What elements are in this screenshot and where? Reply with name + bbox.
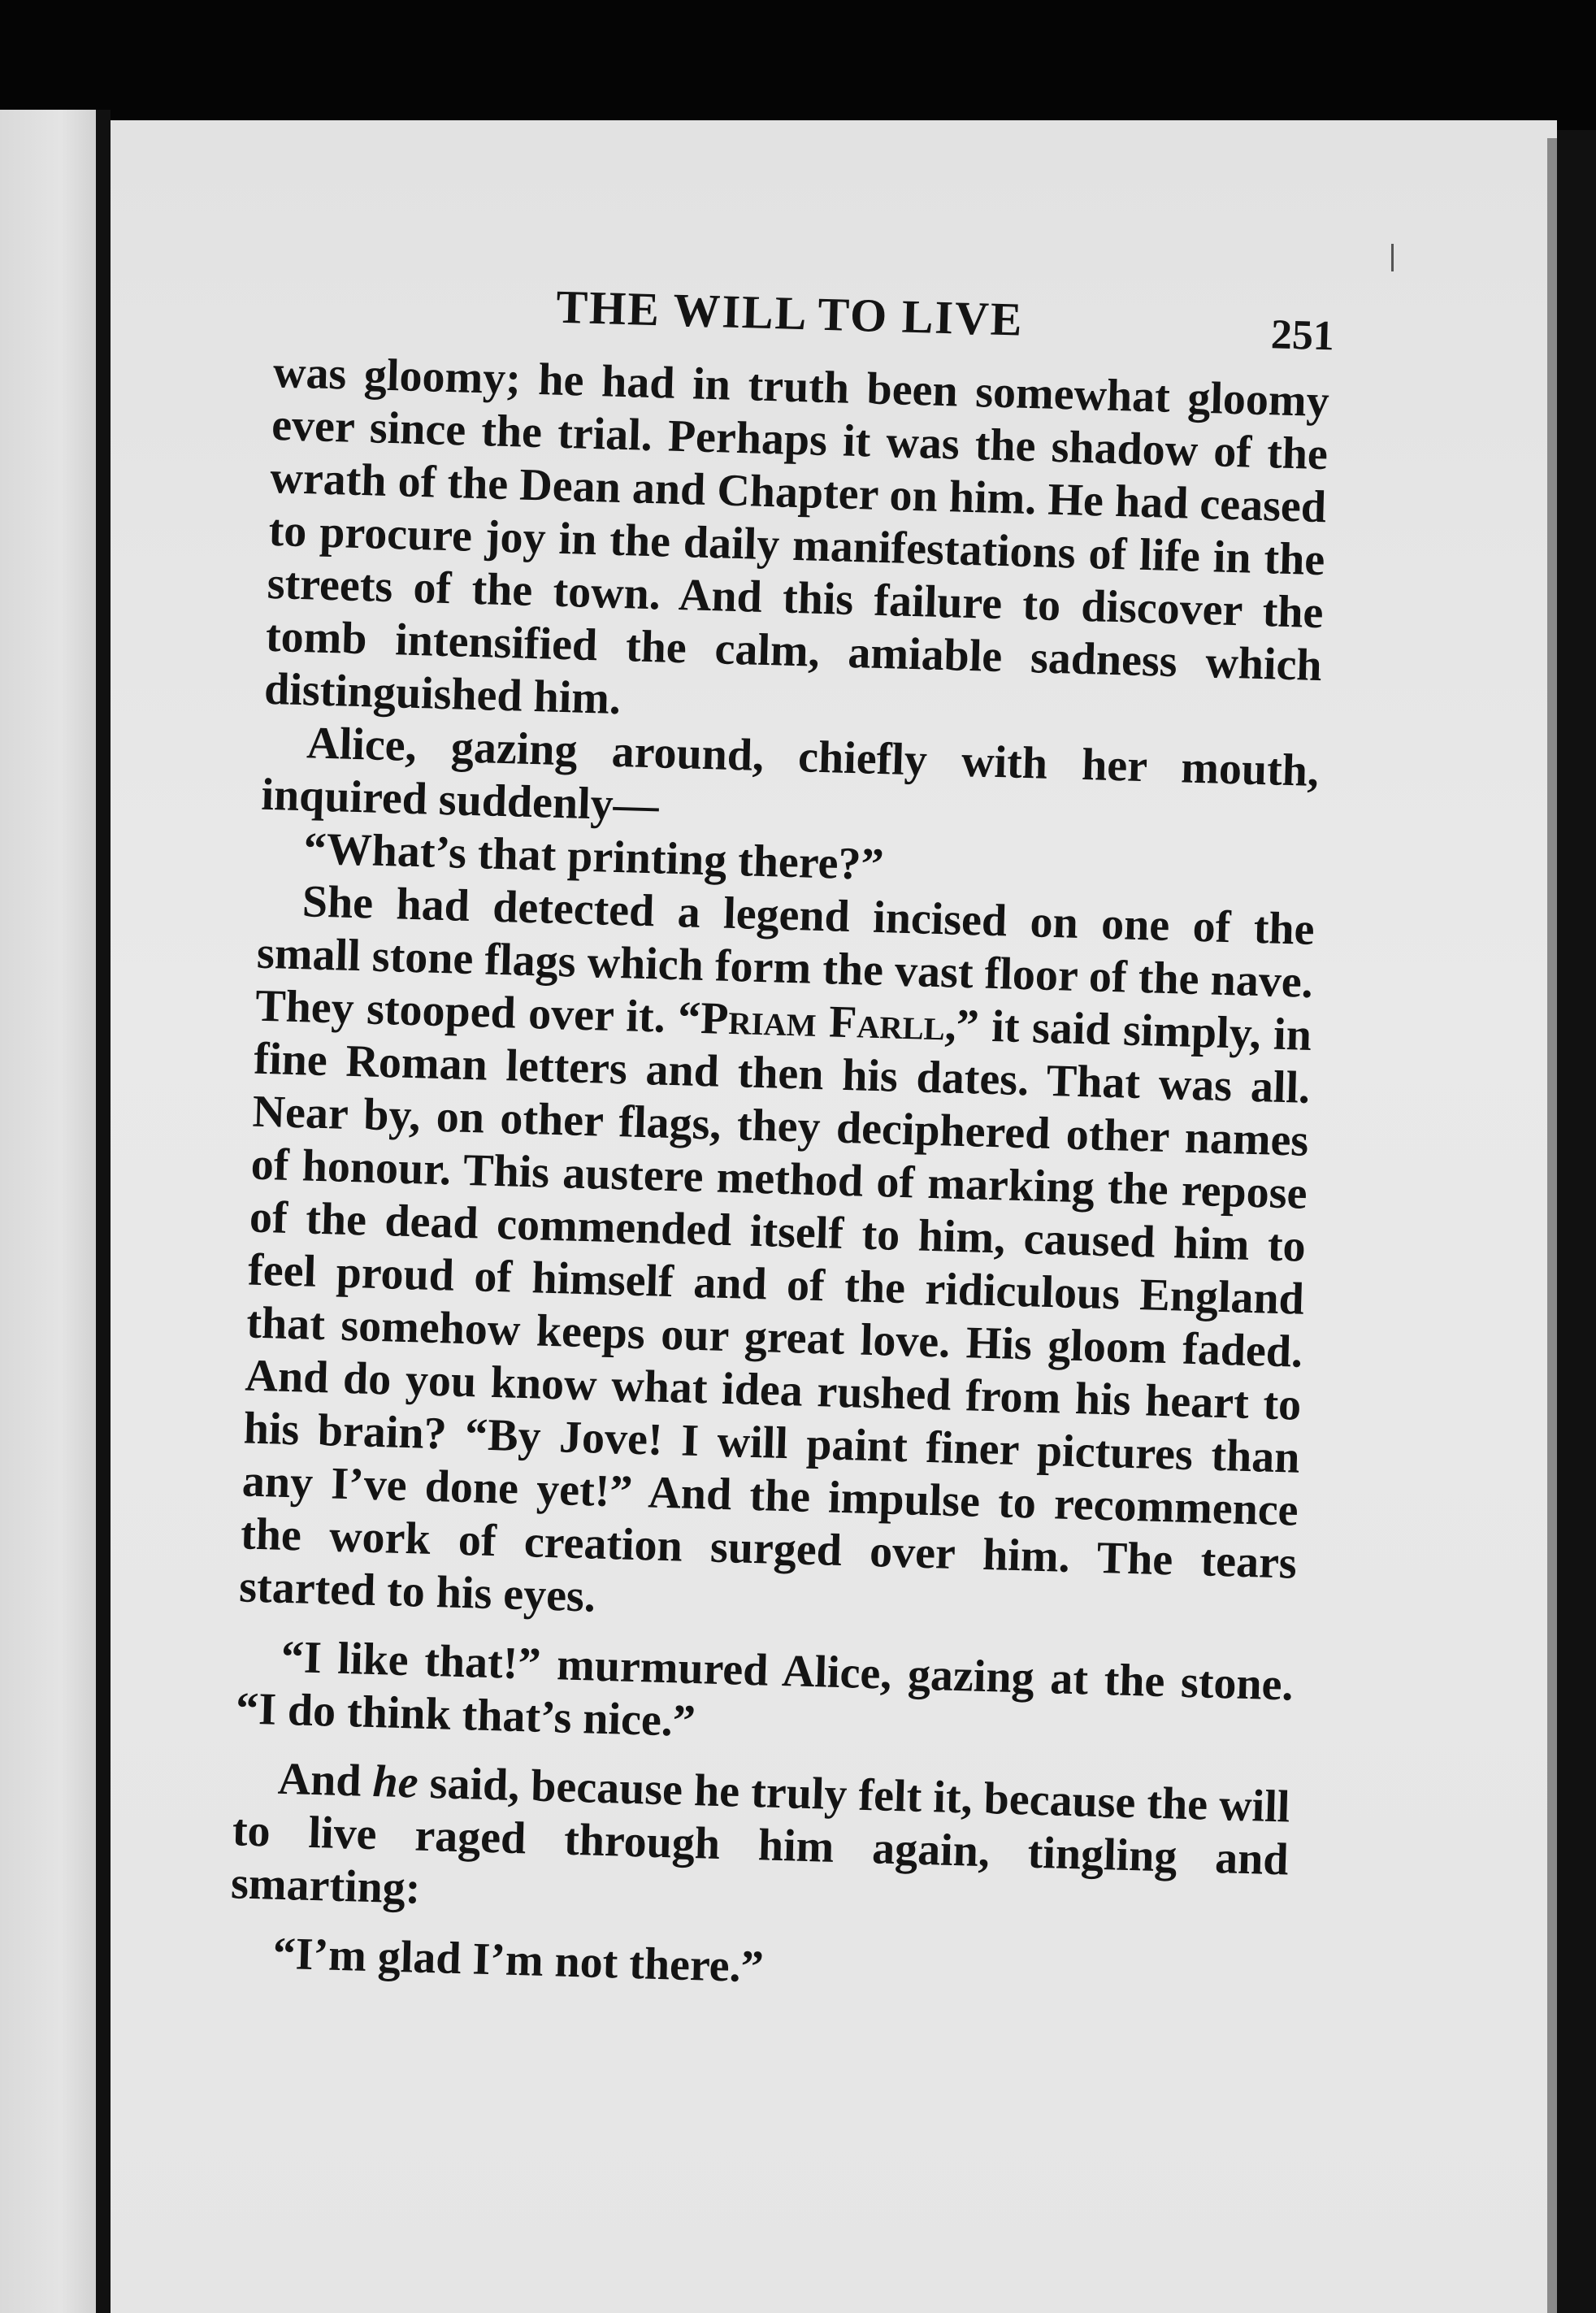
paragraph-2: Alice, gazing around, chiefly with her mouth, inquired suddenly— — [260, 718, 1320, 831]
paragraph-6-rest: said, because he truly felt it, because the will to live raged through him again, tingling and smarting: — [230, 1757, 1291, 1914]
facing-page-edge — [0, 110, 102, 2313]
paragraph-1: was gloomy; he had in truth been somewhat gloomy ever since the trial. Perhaps it was the shadow of the wrath of the Dean and Chapter on him. He had ceased to procure joy in the daily manifestations of life in the streets of the town. And this failure to discover the tomb intensified the calm, amiable sadness which distinguished him. — [263, 346, 1330, 725]
scan-speck — [1391, 244, 1394, 271]
paragraph-3: “What’s that printing there?” — [302, 823, 885, 891]
emphasis-he: he — [371, 1756, 419, 1808]
paragraph-6-lead: And — [276, 1753, 374, 1807]
paragraph-4-rest: ,” it said simply, in fine Roman letters and then his dates. That was all. Near by, on other flags, they deciphered other names of honour. This austere method of marking the repose of the dead commended itself to him, caused him to feel proud of himself and of the ridiculous England that somehow keeps our great love. His gloom faded. And do you know what idea rushed from his heart to his brain? “By Jove! I will paint finer pictures than any I’ve done yet!” And the impulse to recommence the work of creation surged over him. The tears started to his eyes. — [238, 1000, 1312, 1622]
scan-border-right — [1557, 130, 1596, 2313]
running-head-title: THE WILL TO LIVE — [555, 280, 1025, 346]
paragraph-6 — [230, 1751, 1290, 1939]
paragraph-4-lead: She had detected a legend incised on one of the small stone flags which form the vast floor of the nave. They stooped over it. “ — [254, 876, 1316, 1044]
paragraph-5: “I like that!” murmured Alice, gazing at the stone. “I do think that’s nice.” — [235, 1631, 1295, 1747]
page-number: 251 — [1270, 311, 1335, 360]
page-text-block — [228, 260, 1333, 2008]
book-gutter — [96, 110, 111, 2313]
paragraph-7: “I’m glad I’m not there.” — [271, 1928, 765, 1993]
paragraph-4 — [238, 874, 1315, 1643]
inscription-name: Priam Farll — [700, 992, 946, 1051]
